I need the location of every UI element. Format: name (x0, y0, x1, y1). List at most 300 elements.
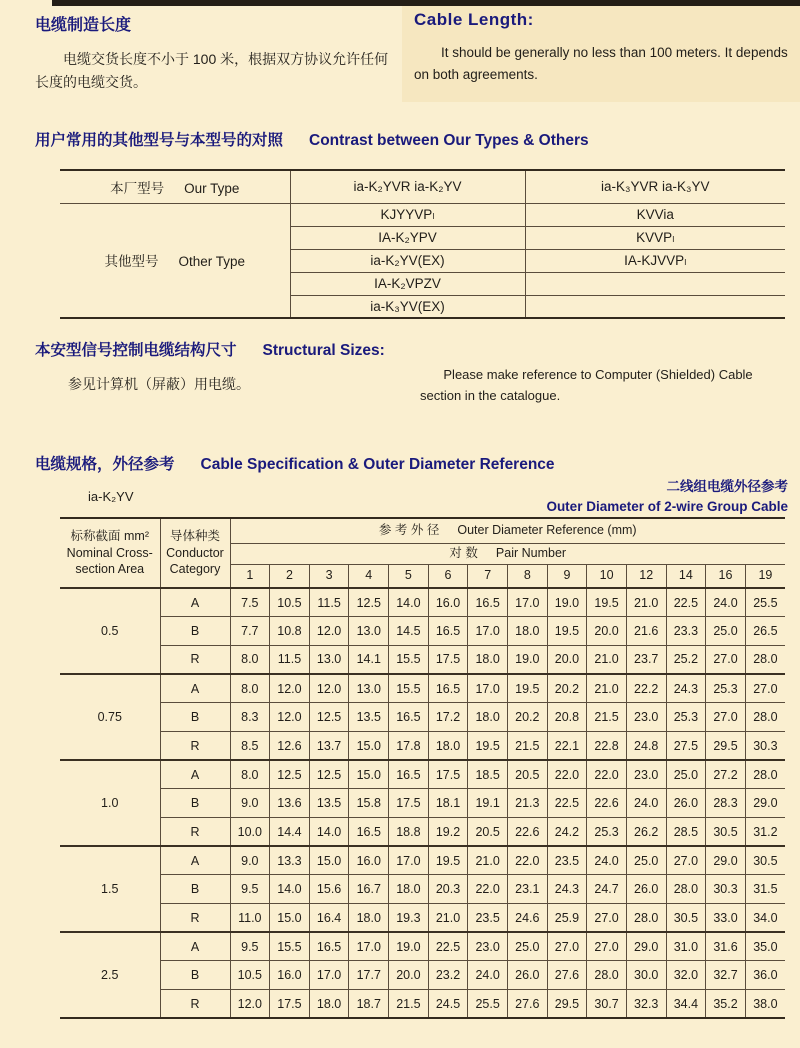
spec-table-caption (546, 477, 788, 516)
diameter-value-cell: 19.0 (547, 588, 587, 617)
other-type-label-zh: 其他型号 (104, 254, 159, 270)
diameter-value-cell: 17.7 (349, 961, 389, 990)
outer-diameter-header-cell (230, 518, 785, 543)
diameter-value-cell: 21.0 (626, 588, 666, 617)
diameter-value-cell: 28.0 (626, 904, 666, 933)
diameter-value-cell: 8.0 (230, 674, 270, 703)
conductor-header-en1: Conductor (166, 545, 224, 560)
diameter-value-cell: 24.3 (666, 674, 706, 703)
conductor-category-cell: A (160, 588, 230, 617)
diameter-value-cell: 28.0 (745, 703, 785, 732)
cable-type-cell: IA-KJVVPₗ (525, 249, 785, 272)
diameter-value-cell: 13.7 (309, 731, 349, 760)
diameter-value-cell: 19.5 (547, 617, 587, 646)
diameter-value-cell: 18.0 (349, 904, 389, 933)
diameter-value-cell: 9.0 (230, 846, 270, 875)
diameter-value-cell: 25.9 (547, 904, 587, 933)
our-type-label-cell (60, 170, 290, 203)
diameter-value-cell: 22.0 (507, 846, 547, 875)
page-top-edge-bar (52, 0, 800, 6)
diameter-value-cell: 12.0 (270, 703, 310, 732)
diameter-value-cell: 30.0 (626, 961, 666, 990)
diameter-value-cell: 16.0 (428, 588, 468, 617)
diameter-value-cell: 23.0 (626, 760, 666, 789)
diameter-value-cell: 31.0 (666, 932, 706, 961)
diameter-value-cell: 34.4 (666, 990, 706, 1019)
diameter-value-cell: 25.2 (666, 645, 706, 674)
diameter-value-cell: 13.0 (309, 645, 349, 674)
pair-number-cell: 10 (587, 564, 627, 588)
diameter-value-cell: 32.3 (626, 990, 666, 1019)
diameter-value-cell: 8.5 (230, 731, 270, 760)
cable-length-section-zh (35, 12, 397, 94)
diameter-value-cell: 12.5 (309, 760, 349, 789)
diameter-value-cell: 20.0 (389, 961, 429, 990)
diameter-value-cell: 8.3 (230, 703, 270, 732)
spec-caption-en: Outer Diameter of 2-wire Group Cable (546, 498, 788, 514)
diameter-value-cell: 30.3 (745, 731, 785, 760)
diameter-value-cell: 18.0 (309, 990, 349, 1019)
pair-number-cell: 16 (706, 564, 746, 588)
diameter-value-cell: 17.5 (428, 760, 468, 789)
other-type-label-en: Other Type (178, 254, 246, 270)
diameter-value-cell: 23.5 (547, 846, 587, 875)
conductor-category-header-cell (160, 518, 230, 588)
contrast-heading-zh: 用户常用的其他型号与本型号的对照 (35, 132, 284, 149)
cross-section-header-zh: 标称截面 mm² (70, 528, 149, 543)
conductor-category-cell: B (160, 875, 230, 904)
structural-body-en: Please make reference to Computer (Shielded) Cable section in the catalogue. (420, 367, 753, 404)
cable-length-body-zh: 电缆交货长度不小于 100 米，根据双方协议允许任何长度的电缆交货。 (35, 51, 389, 91)
diameter-value-cell: 26.0 (507, 961, 547, 990)
cross-section-size-cell: 0.5 (60, 588, 160, 674)
diameter-value-cell: 17.5 (389, 789, 429, 818)
pair-number-cell: 12 (626, 564, 666, 588)
cable-type-cell: IA-K₂YPV (290, 226, 525, 249)
diameter-value-cell: 15.5 (389, 645, 429, 674)
diameter-value-cell: 22.6 (587, 789, 627, 818)
diameter-value-cell: 10.0 (230, 818, 270, 847)
cable-type-cell: ia-K₂YV(EX) (290, 249, 525, 272)
pair-number-cell: 19 (745, 564, 785, 588)
diameter-value-cell: 17.0 (309, 961, 349, 990)
our-type-cell: ia-K₃YVR ia-K₃YV (525, 170, 785, 203)
spec-heading-en: Cable Specification & Outer Diameter Reference (200, 456, 555, 473)
cross-section-size-cell: 1.0 (60, 760, 160, 846)
outer-diameter-header-en: Outer Diameter Reference (mm) (457, 523, 637, 538)
spec-data-row (60, 818, 785, 847)
diameter-value-cell: 19.5 (587, 588, 627, 617)
diameter-value-cell: 30.7 (587, 990, 627, 1019)
diameter-value-cell: 25.0 (666, 760, 706, 789)
contrast-section-heading (35, 128, 589, 150)
diameter-value-cell: 26.2 (626, 818, 666, 847)
diameter-value-cell: 24.3 (547, 875, 587, 904)
contrast-heading-en: Contrast between Our Types & Others (309, 132, 589, 149)
outer-diameter-header-zh: 参 考 外 径 (378, 523, 440, 538)
diameter-value-cell: 13.5 (349, 703, 389, 732)
diameter-value-cell: 15.0 (349, 760, 389, 789)
diameter-value-cell: 27.0 (666, 846, 706, 875)
diameter-value-cell: 9.0 (230, 789, 270, 818)
diameter-value-cell: 25.5 (745, 588, 785, 617)
conductor-category-cell: R (160, 818, 230, 847)
diameter-value-cell: 12.0 (309, 674, 349, 703)
diameter-value-cell: 27.6 (507, 990, 547, 1019)
cable-type-cell (525, 272, 785, 295)
cross-section-size-cell: 1.5 (60, 846, 160, 932)
diameter-value-cell: 16.0 (270, 961, 310, 990)
diameter-value-cell: 19.1 (468, 789, 508, 818)
spec-data-row (60, 674, 785, 703)
diameter-value-cell: 9.5 (230, 932, 270, 961)
spec-data-row (60, 617, 785, 646)
diameter-value-cell: 27.0 (547, 932, 587, 961)
diameter-value-cell: 19.3 (389, 904, 429, 933)
diameter-value-cell: 18.0 (468, 703, 508, 732)
diameter-value-cell: 30.5 (745, 846, 785, 875)
diameter-value-cell: 27.0 (587, 904, 627, 933)
diameter-value-cell: 18.0 (389, 875, 429, 904)
diameter-value-cell: 15.0 (309, 846, 349, 875)
diameter-value-cell: 29.0 (626, 932, 666, 961)
diameter-value-cell: 32.0 (666, 961, 706, 990)
diameter-value-cell: 34.0 (745, 904, 785, 933)
spec-data-row (60, 645, 785, 674)
diameter-value-cell: 14.0 (389, 588, 429, 617)
diameter-value-cell: 17.8 (389, 731, 429, 760)
diameter-value-cell: 28.5 (666, 818, 706, 847)
diameter-value-cell: 12.5 (270, 760, 310, 789)
spec-caption-zh: 二线组电缆外径参考 (666, 479, 788, 494)
diameter-value-cell: 19.2 (428, 818, 468, 847)
cable-length-title-zh: 电缆制造长度 (35, 17, 132, 34)
diameter-value-cell: 30.3 (706, 875, 746, 904)
diameter-value-cell: 25.0 (706, 617, 746, 646)
pair-number-cell: 2 (270, 564, 310, 588)
diameter-value-cell: 14.0 (309, 818, 349, 847)
diameter-value-cell: 18.0 (507, 617, 547, 646)
diameter-value-cell: 11.0 (230, 904, 270, 933)
our-type-label-en: Our Type (184, 180, 240, 196)
diameter-value-cell: 19.0 (389, 932, 429, 961)
spec-data-row (60, 703, 785, 732)
conductor-category-cell: B (160, 703, 230, 732)
diameter-value-cell: 14.4 (270, 818, 310, 847)
diameter-value-cell: 22.8 (587, 731, 627, 760)
diameter-value-cell: 28.0 (666, 875, 706, 904)
diameter-value-cell: 22.2 (626, 674, 666, 703)
diameter-value-cell: 23.3 (666, 617, 706, 646)
diameter-value-cell: 16.5 (389, 703, 429, 732)
diameter-value-cell: 15.0 (270, 904, 310, 933)
diameter-value-cell: 8.0 (230, 645, 270, 674)
diameter-value-cell: 8.0 (230, 760, 270, 789)
diameter-value-cell: 16.5 (349, 818, 389, 847)
diameter-value-cell: 12.0 (309, 617, 349, 646)
cable-type-cell: IA-K₂VPZV (290, 272, 525, 295)
conductor-header-en2: Category (169, 562, 221, 577)
diameter-value-cell: 20.8 (547, 703, 587, 732)
spec-table (60, 517, 785, 1019)
diameter-value-cell: 25.0 (626, 846, 666, 875)
our-type-row (60, 170, 785, 203)
diameter-value-cell: 30.5 (666, 904, 706, 933)
diameter-value-cell: 13.0 (349, 674, 389, 703)
conductor-header-zh: 导体种类 (169, 528, 220, 543)
diameter-value-cell: 17.0 (507, 588, 547, 617)
diameter-value-cell: 23.7 (626, 645, 666, 674)
pair-number-cell: 6 (428, 564, 468, 588)
cable-length-title-en: Cable Length: (414, 10, 534, 29)
our-type-label-zh: 本厂型号 (110, 180, 165, 196)
diameter-value-cell: 19.5 (428, 846, 468, 875)
structural-heading-en: Structural Sizes: (262, 342, 385, 359)
diameter-value-cell: 17.2 (428, 703, 468, 732)
cross-section-size-cell: 0.75 (60, 674, 160, 760)
spec-data-row (60, 760, 785, 789)
diameter-value-cell: 15.0 (349, 731, 389, 760)
diameter-value-cell: 28.3 (706, 789, 746, 818)
diameter-value-cell: 24.7 (587, 875, 627, 904)
diameter-value-cell: 33.0 (706, 904, 746, 933)
diameter-value-cell: 38.0 (745, 990, 785, 1019)
spec-data-row (60, 904, 785, 933)
spec-data-row (60, 990, 785, 1019)
diameter-value-cell: 12.0 (230, 990, 270, 1019)
diameter-value-cell: 12.6 (270, 731, 310, 760)
diameter-value-cell: 16.0 (349, 846, 389, 875)
spec-data-row (60, 731, 785, 760)
cross-section-size-cell: 2.5 (60, 932, 160, 1018)
conductor-category-cell: A (160, 674, 230, 703)
conductor-category-cell: B (160, 617, 230, 646)
cable-model-label: ia-K₂YV (88, 489, 134, 504)
diameter-value-cell: 21.5 (507, 731, 547, 760)
diameter-value-cell: 24.8 (626, 731, 666, 760)
diameter-value-cell: 19.5 (468, 731, 508, 760)
diameter-value-cell: 14.1 (349, 645, 389, 674)
diameter-value-cell: 28.0 (745, 645, 785, 674)
diameter-value-cell: 24.6 (507, 904, 547, 933)
diameter-value-cell: 10.8 (270, 617, 310, 646)
diameter-value-cell: 18.8 (389, 818, 429, 847)
diameter-value-cell: 24.2 (547, 818, 587, 847)
cross-section-header-en1: Nominal Cross- (66, 545, 153, 560)
diameter-value-cell: 14.5 (389, 617, 429, 646)
diameter-value-cell: 7.7 (230, 617, 270, 646)
diameter-value-cell: 10.5 (230, 961, 270, 990)
diameter-value-cell: 26.0 (666, 789, 706, 818)
diameter-value-cell: 21.5 (389, 990, 429, 1019)
cable-type-cell: KVVPₗ (525, 226, 785, 249)
diameter-value-cell: 27.6 (547, 961, 587, 990)
diameter-value-cell: 30.5 (706, 818, 746, 847)
diameter-value-cell: 16.4 (309, 904, 349, 933)
diameter-value-cell: 15.5 (389, 674, 429, 703)
diameter-value-cell: 25.3 (706, 674, 746, 703)
diameter-value-cell: 18.0 (428, 731, 468, 760)
diameter-value-cell: 23.0 (468, 932, 508, 961)
structural-section-heading (35, 338, 385, 360)
diameter-value-cell: 27.5 (666, 731, 706, 760)
diameter-value-cell: 21.6 (626, 617, 666, 646)
diameter-value-cell: 18.7 (349, 990, 389, 1019)
diameter-value-cell: 20.3 (428, 875, 468, 904)
diameter-value-cell: 27.0 (706, 645, 746, 674)
cable-type-cell: KJYYVPₗ (290, 203, 525, 226)
diameter-value-cell: 21.0 (468, 846, 508, 875)
contrast-table (60, 169, 785, 319)
pair-number-header-en: Pair Number (495, 546, 567, 561)
pair-number-cell: 1 (230, 564, 270, 588)
conductor-category-cell: A (160, 846, 230, 875)
diameter-value-cell: 11.5 (270, 645, 310, 674)
diameter-value-cell: 20.2 (507, 703, 547, 732)
spec-data-row (60, 789, 785, 818)
conductor-category-cell: A (160, 760, 230, 789)
spec-data-row (60, 875, 785, 904)
diameter-value-cell: 16.5 (309, 932, 349, 961)
diameter-value-cell: 22.6 (507, 818, 547, 847)
spec-heading-zh: 电缆规格，外径参考 (35, 456, 175, 473)
diameter-value-cell: 22.0 (468, 875, 508, 904)
diameter-value-cell: 36.0 (745, 961, 785, 990)
diameter-value-cell: 29.5 (706, 731, 746, 760)
diameter-value-cell: 18.5 (468, 760, 508, 789)
diameter-value-cell: 16.5 (468, 588, 508, 617)
spec-table-body (60, 588, 785, 1018)
cable-type-cell: ia-K₃YV(EX) (290, 295, 525, 318)
cross-section-header-en2: section Area (75, 562, 145, 577)
diameter-value-cell: 13.0 (349, 617, 389, 646)
diameter-value-cell: 24.0 (468, 961, 508, 990)
diameter-value-cell: 7.5 (230, 588, 270, 617)
pair-number-cell: 9 (547, 564, 587, 588)
diameter-value-cell: 18.0 (468, 645, 508, 674)
diameter-value-cell: 35.0 (745, 932, 785, 961)
conductor-category-cell: A (160, 932, 230, 961)
diameter-value-cell: 21.3 (507, 789, 547, 818)
diameter-value-cell: 17.0 (468, 617, 508, 646)
conductor-category-cell: R (160, 904, 230, 933)
diameter-value-cell: 19.5 (507, 674, 547, 703)
diameter-value-cell: 21.0 (428, 904, 468, 933)
diameter-value-cell: 19.0 (507, 645, 547, 674)
diameter-value-cell: 15.5 (270, 932, 310, 961)
structural-body-zh: 参见计算机（屏蔽）用电缆。 (68, 376, 250, 392)
other-type-row (60, 203, 785, 226)
diameter-value-cell: 16.5 (428, 617, 468, 646)
diameter-value-cell: 22.5 (666, 588, 706, 617)
diameter-value-cell: 25.0 (507, 932, 547, 961)
diameter-value-cell: 25.3 (666, 703, 706, 732)
diameter-value-cell: 29.0 (745, 789, 785, 818)
pair-number-cell: 3 (309, 564, 349, 588)
pair-number-cell: 14 (666, 564, 706, 588)
diameter-value-cell: 20.2 (547, 674, 587, 703)
diameter-value-cell: 24.0 (626, 789, 666, 818)
conductor-category-cell: R (160, 645, 230, 674)
cross-section-header-cell (60, 518, 160, 588)
pair-number-cell: 5 (389, 564, 429, 588)
conductor-category-cell: R (160, 731, 230, 760)
spec-data-row (60, 588, 785, 617)
diameter-value-cell: 15.6 (309, 875, 349, 904)
conductor-category-cell: R (160, 990, 230, 1019)
diameter-value-cell: 27.0 (745, 674, 785, 703)
diameter-value-cell: 31.5 (745, 875, 785, 904)
diameter-value-cell: 23.0 (626, 703, 666, 732)
diameter-value-cell: 20.5 (507, 760, 547, 789)
diameter-value-cell: 17.0 (349, 932, 389, 961)
pair-number-header-cell (230, 543, 785, 564)
other-type-label-cell (60, 203, 290, 318)
conductor-category-cell: B (160, 961, 230, 990)
diameter-value-cell: 20.0 (587, 617, 627, 646)
diameter-value-cell: 12.0 (270, 674, 310, 703)
diameter-value-cell: 15.8 (349, 789, 389, 818)
diameter-value-cell: 26.0 (626, 875, 666, 904)
diameter-value-cell: 29.0 (706, 846, 746, 875)
diameter-value-cell: 20.5 (468, 818, 508, 847)
diameter-value-cell: 13.6 (270, 789, 310, 818)
diameter-value-cell: 23.5 (468, 904, 508, 933)
pair-number-cell: 8 (507, 564, 547, 588)
diameter-value-cell: 23.1 (507, 875, 547, 904)
pair-number-cell: 7 (468, 564, 508, 588)
diameter-value-cell: 21.0 (587, 645, 627, 674)
spec-table-header (60, 518, 785, 588)
diameter-value-cell: 11.5 (309, 588, 349, 617)
diameter-value-cell: 22.0 (547, 760, 587, 789)
diameter-value-cell: 31.6 (706, 932, 746, 961)
diameter-value-cell: 13.5 (309, 789, 349, 818)
contrast-table-body (60, 170, 785, 318)
structural-heading-zh: 本安型信号控制电缆结构尺寸 (35, 342, 237, 359)
diameter-value-cell: 17.0 (468, 674, 508, 703)
diameter-value-cell: 23.2 (428, 961, 468, 990)
diameter-value-cell: 32.7 (706, 961, 746, 990)
spec-data-row (60, 961, 785, 990)
cable-length-body-en: It should be generally no less than 100 meters. It depends on both agreements. (414, 45, 788, 82)
diameter-value-cell: 16.5 (428, 674, 468, 703)
diameter-value-cell: 22.0 (587, 760, 627, 789)
diameter-value-cell: 16.5 (389, 760, 429, 789)
diameter-value-cell: 12.5 (349, 588, 389, 617)
our-type-cell: ia-K₂YVR ia-K₂YV (290, 170, 525, 203)
diameter-value-cell: 17.0 (389, 846, 429, 875)
cable-length-section-en (414, 10, 792, 85)
diameter-value-cell: 24.0 (587, 846, 627, 875)
diameter-value-cell: 13.3 (270, 846, 310, 875)
diameter-value-cell: 25.5 (468, 990, 508, 1019)
spec-header-row-1 (60, 518, 785, 543)
conductor-category-cell: B (160, 789, 230, 818)
diameter-value-cell: 28.0 (745, 760, 785, 789)
diameter-value-cell: 20.0 (547, 645, 587, 674)
diameter-value-cell: 31.2 (745, 818, 785, 847)
diameter-value-cell: 14.0 (270, 875, 310, 904)
spec-section-heading (35, 452, 555, 474)
diameter-value-cell: 21.0 (587, 674, 627, 703)
cable-type-cell (525, 295, 785, 318)
diameter-value-cell: 22.5 (547, 789, 587, 818)
diameter-value-cell: 22.1 (547, 731, 587, 760)
diameter-value-cell: 26.5 (745, 617, 785, 646)
cable-type-cell: KVVia (525, 203, 785, 226)
diameter-value-cell: 27.0 (587, 932, 627, 961)
